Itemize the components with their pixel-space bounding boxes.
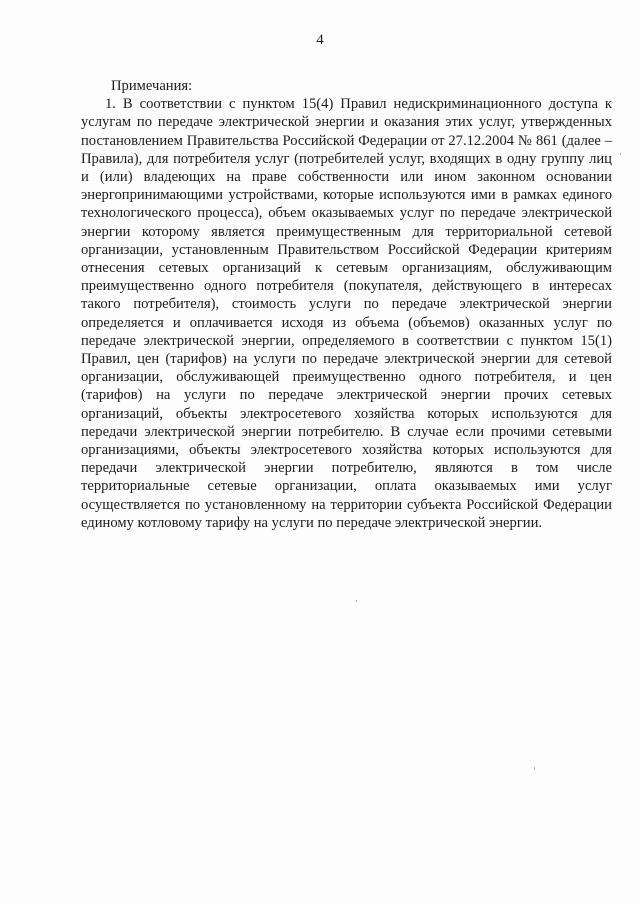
scan-speck	[620, 153, 621, 155]
notes-section	[81, 77, 612, 532]
scan-speck	[356, 600, 357, 602]
page-number: 4	[316, 32, 324, 48]
note-paragraph: 1. В соответствии с пунктом 15(4) Правил недискриминационного доступа к услугам по передаче электрической энергии и оказания этих услуг, утвержденных постановлением Правительства Российской Федерации от 27.12.2004 № 861 (далее – Правила), для потребителя услуг (потребителей услуг, входящих в одну группу лиц и (или) владеющих на праве собственности или ином законном основании энергопринимающими устройствами, которые используются ими в рамках единого технологического процесса), объем оказываемых услуг по передаче электрической энергии которому является преимущественным для территориальной сетевой организации, установленным Правительством Российской Федерации критериям отнесения сетевых организаций к сетевым организациям, обслуживающим преимущественно одного потребителя (покупателя, действующего в интересах такого потребителя), стоимость услуги по передаче электрической энергии определяется и оплачивается исходя из объема (объемов) оказанных услуг по передаче электрической энергии, определяемого в соответствии с пунктом 15(1) Правил, цен (тарифов) на услуги по передаче электрической энергии для сетевой организации, обслуживающей преимущественно одного потребителя, и цен (тарифов) на услуги по передаче электрической энергии прочих сетевых организаций, объекты электросетевого хозяйства которых используются для передачи электрической энергии потребителю. В случае если прочими сетевыми организациями, объекты электросетевого хозяйства которых используются для передачи электрической энергии потребителю, являются в том числе территориальные сетевые организации, оплата оказываемых ими услуг осуществляется по установленному на территории субъекта Российской Федерации единому котловому тарифу на услуги по передаче электрической энергии.	[81, 96, 612, 531]
scan-speck	[534, 767, 535, 770]
notes-heading: Примечания:	[111, 78, 193, 94]
